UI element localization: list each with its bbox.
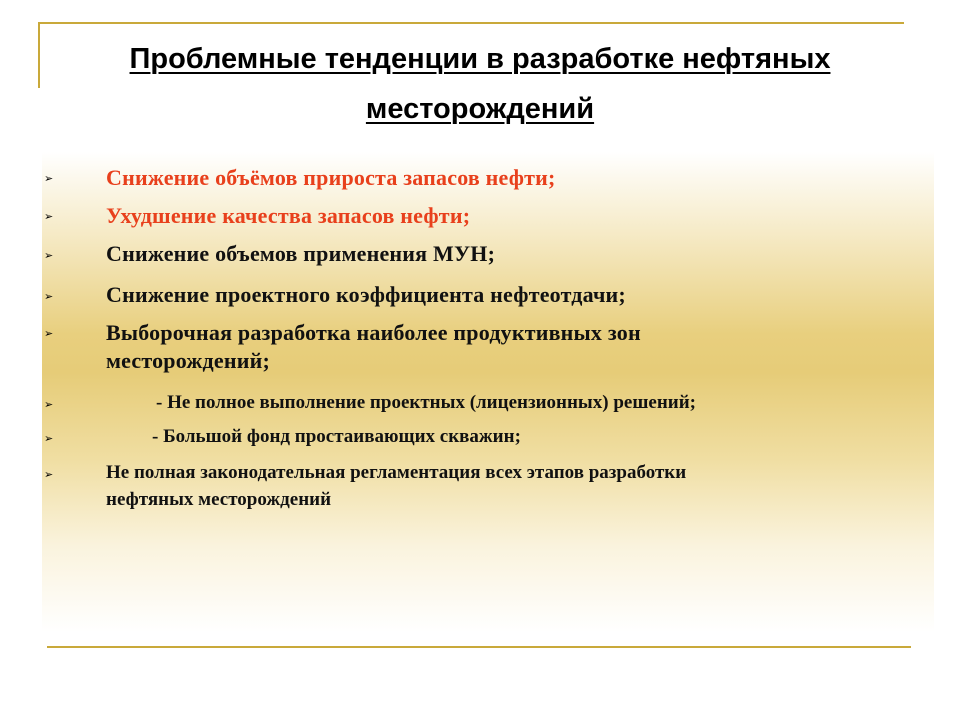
arrow-bullet-icon: ➢ [44,210,54,223]
list-item-text: Снижение объемов применения МУН; [106,241,496,266]
arrow-bullet-icon: ➢ [44,398,54,411]
list-item-text: Выборочная разработка наиболее продуктивных зон [106,320,641,345]
arrow-bullet-icon: ➢ [44,172,54,185]
list-item-text: - Не полное выполнение проектных (лицензионных) решений; [156,392,696,413]
list-item-text: Снижение проектного коэффициента нефтеотдачи; [106,282,626,307]
list-item-text: Не полная законодательная регламентация всех этапов разработки [106,462,687,483]
list-item-text: Ухудшение качества запасов нефти; [106,203,471,228]
arrow-bullet-icon: ➢ [44,432,54,445]
arrow-bullet-icon: ➢ [44,327,54,340]
slide-title-line-1: Проблемные тенденции в разработке нефтяных [129,43,831,75]
arrow-bullet-icon: ➢ [44,468,54,481]
list-item-text-continued: месторождений; [106,348,270,373]
arrow-bullet-icon: ➢ [44,249,54,262]
list-item-text: - Большой фонд простаивающих скважин; [152,426,521,447]
list-item-text-continued: нефтяных месторождений [106,489,332,510]
arrow-bullet-icon: ➢ [44,290,54,303]
list-item-text: Снижение объёмов прироста запасов нефти; [106,165,556,190]
slide-title-line-2: месторождений [365,93,595,125]
